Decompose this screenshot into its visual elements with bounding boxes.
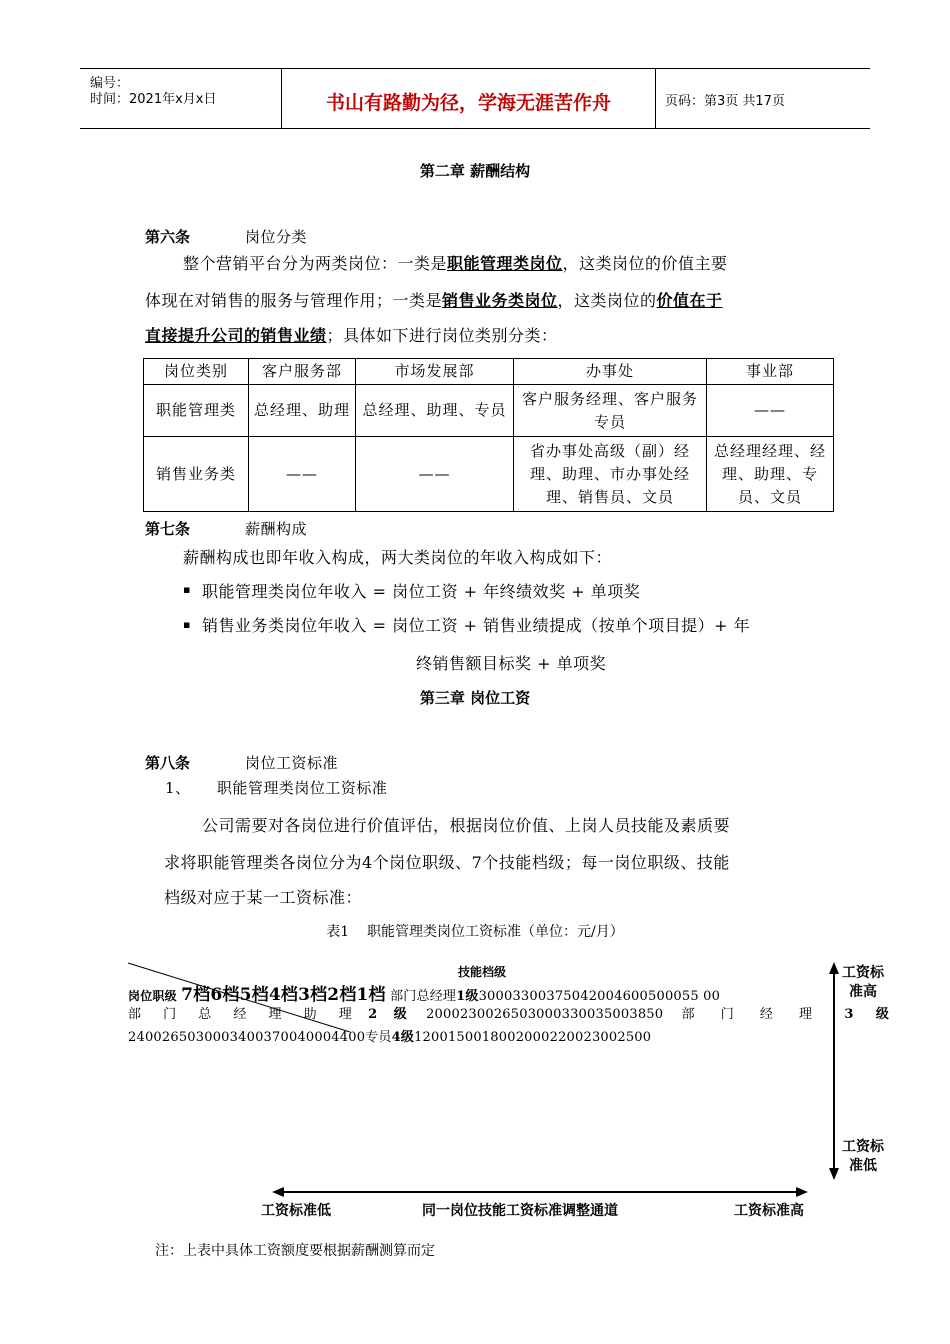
table-cell: ——	[249, 437, 356, 512]
position-level-label: 岗位职级	[128, 989, 177, 1003]
wage-values: 1200150018002000220023002500	[414, 1030, 652, 1045]
role-name: 部门总经理	[390, 989, 457, 1004]
emphasis-text: 销售业务类岗位	[442, 291, 558, 310]
emphasis-text: 直接提升公司的销售业绩	[145, 326, 327, 345]
role-level: 2 级	[368, 1007, 410, 1022]
wage-low-label-right: 工资标 准低	[842, 1139, 884, 1174]
list-item-continued: 终销售额目标奖 + 单项奖	[416, 654, 607, 673]
table-caption: 表1 职能管理类岗位工资标准（单位：元/月）	[326, 924, 624, 940]
table-cell: 总经理、助理	[249, 385, 356, 437]
emphasis-text: 职能管理类岗位	[447, 254, 563, 273]
table-cell: ——	[356, 437, 514, 512]
chapter-title: 第三章 岗位工资	[419, 689, 531, 707]
article-number: 第八条	[145, 754, 191, 772]
table-cell: 客户服务经理、客户服务专员	[514, 385, 707, 437]
article-number: 第七条	[145, 520, 191, 538]
table-cell: ——	[707, 385, 834, 437]
article-title: 岗位分类	[245, 228, 308, 246]
table-cell: 销售业务类	[144, 437, 249, 512]
arrow-left-icon	[272, 1187, 284, 1197]
table-cell: 总经理、助理、专员	[356, 385, 514, 437]
wage-low-label-bottom: 工资标准低	[261, 1203, 331, 1219]
header-time-label: 时间：2021年x月x日	[90, 92, 217, 107]
table-header-cell: 事业部	[707, 359, 834, 385]
wage-values: 2000230026503000330035003850	[426, 1007, 664, 1022]
paragraph-line: 公司需要对各岗位进行价值评估，根据岗位价值、上岗人员技能及素质要	[202, 816, 731, 835]
role-name: 部 门 总 经 理 助 理	[128, 1007, 358, 1022]
paragraph-line: 档级对应于某一工资标准：	[164, 888, 363, 907]
adjustment-channel-label: 同一岗位技能工资标准调整通道	[422, 1203, 618, 1219]
role-level: 4级	[391, 1030, 415, 1045]
skill-level-label: 技能档级	[458, 965, 507, 979]
wage-high-label-bottom: 工资标准高	[734, 1203, 804, 1219]
wage-row	[128, 1026, 651, 1045]
emphasis-text: 价值在于	[656, 291, 723, 310]
grade-headings: 7档6档5档4档3档2档1档	[181, 985, 386, 1005]
role-name: 部 门 经 理	[681, 1007, 821, 1022]
paragraph-line: 薪酬构成也即年收入构成，两大类岗位的年收入构成如下：	[183, 548, 613, 567]
text-run: 整个营销平台分为两类岗位：一类是	[183, 254, 448, 273]
table-header-cell: 市场发展部	[356, 359, 514, 385]
table-cell: 省办事处高级（副）经理、助理、市办事处经理、销售员、文员	[514, 437, 707, 512]
wage-high-label-right: 工资标 准高	[842, 965, 884, 1000]
header-motto: 书山有路勤为径，学海无涯苦作舟	[325, 92, 611, 114]
role-level: 1级	[456, 989, 479, 1004]
header-number-label: 编号：	[90, 76, 130, 91]
paragraph-line: 求将职能管理类各岗位分为4个岗位职级、7个技能档级；每一岗位职级、技能	[164, 853, 730, 872]
chapter-title: 第二章 薪酬结构	[419, 162, 531, 180]
wage-values: 30003300375042004600500055 00	[478, 989, 721, 1004]
article-title: 岗位工资标准	[245, 754, 339, 772]
bullet-mark: ▪	[183, 583, 191, 596]
table-cell: 总经理经理、经理、助理、专员、文员	[707, 437, 834, 512]
table-cell: 职能管理类	[144, 385, 249, 437]
text-run: 体现在对销售的服务与管理作用；一类是	[145, 291, 443, 310]
article-number: 第六条	[145, 228, 191, 246]
table-note: 注：上表中具体工资额度要根据薪酬测算而定	[155, 1243, 435, 1259]
sub-heading: 1、 职能管理类岗位工资标准	[165, 779, 388, 797]
wage-row	[128, 1003, 895, 1022]
role-name: 专员	[365, 1030, 392, 1045]
text-run: ，这类岗位的	[557, 291, 657, 310]
table-header-cell: 客户服务部	[249, 359, 356, 385]
bullet-mark: ▪	[183, 618, 191, 631]
text-run: ；具体如下进行岗位类别分类：	[326, 326, 558, 345]
table-header-cell: 岗位类别	[144, 359, 249, 385]
wage-values: 2400265030003400370040004400	[128, 1030, 366, 1045]
table-header-cell: 办事处	[514, 359, 707, 385]
text-run: ，这类岗位的价值主要	[562, 254, 728, 273]
arrow-right-icon	[796, 1187, 808, 1197]
wage-row	[128, 980, 720, 1005]
list-item: 销售业务类岗位年收入 = 岗位工资 + 销售业绩提成（按单个项目提）+ 年	[202, 616, 751, 635]
header-page-label: 页码：第3页 共17页	[665, 94, 785, 109]
list-item: 职能管理类岗位年收入 = 岗位工资 + 年终绩效奖 + 单项奖	[202, 582, 641, 601]
role-level: 3 级	[844, 1007, 895, 1022]
article-title: 薪酬构成	[245, 520, 308, 538]
